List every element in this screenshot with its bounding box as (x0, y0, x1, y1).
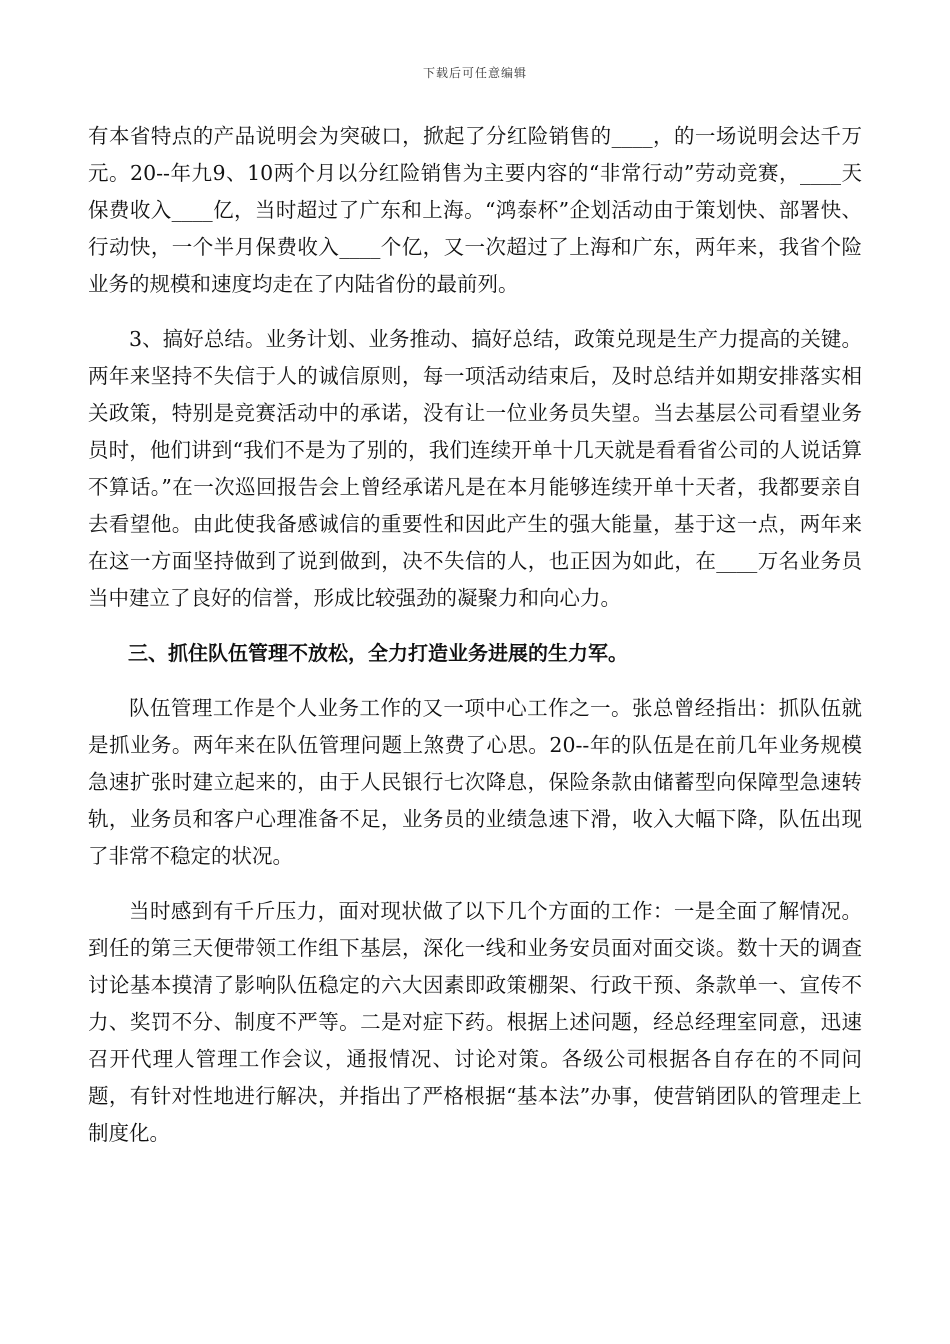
paragraph-actions: 当时感到有千斤压力，面对现状做了以下几个方面的工作：一是全面了解情况。到任的第三天便带领工作组下基层，深化一线和业务安员面对面交谈。数十天的调查讨论基本摸清了影响队伍稳定的六大因素即政策棚架、行政干预、条款单一、宣传不力、奖罚不分、制度不严等。二是对症下药。根据上述问题，经总经理室同意，迅速召开代理人管理工作会议，通报情况、讨论对策。各级公司根据各自存在的不同问题，有针对性地进行解决，并指出了严格根据“基本法”办事，使营销团队的管理走上制度化。 (88, 899, 862, 1145)
paragraph-continuation: 有本省特点的产品说明会为突破口，掀起了分红险销售的____，的一场说明会达千万元。20--年九9、10两个月以分红险销售为主要内容的“非常行动”劳动竞赛，____天保费收入____亿，当时超过了广东和上海。“鸿泰杯”企划活动由于策划快、部署快、行动快，一个半月保费收入____个亿，又一次超过了上海和广东，两年来，我省个险业务的规模和速度均走在了内陆省份的最前列。 (88, 124, 862, 296)
section-heading: 三、抓住队伍管理不放松，全力打造业务进展的生力军。 (128, 641, 628, 665)
paragraph-summary: 3、搞好总结。业务计划、业务推动、搞好总结，政策兑现是生产力提高的关键。两年来坚持不失信于人的诚信原则，每一项活动结束后，及时总结并如期安排落实相关政策，特别是竞赛活动中的承诺，没有让一位业务员失望。当去基层公司看望业务员时，他们讲到“我们不是为了别的，我们连续开单十几天就是看看省公司的人说话算不算话。”在一次巡回报告会上曾经承诺凡是在本月能够连续开单十天者，我都要亲自去看望他。由此使我备感诚信的重要性和因此产生的强大能量，基于这一点，两年来在这一方面坚持做到了说到做到，决不失信的人，也正因为如此，在____万名业务员当中建立了良好的信誉，形成比较强劲的凝聚力和向心力。 (88, 327, 862, 610)
page-header: 下载后可任意编辑 (422, 66, 527, 80)
document-body (88, 118, 862, 1170)
paragraph-team-management: 队伍管理工作是个人业务工作的又一项中心工作之一。张总曾经指出：抓队伍就是抓业务。两年来在队伍管理问题上煞费了心思。20--年的队伍是在前几年业务规模急速扩张时建立起来的，由于人民银行七次降息，保险条款由储蓄型向保障型急速转轨，业务员和客户心理准备不足，业务员的业绩急速下滑，收入大幅下降，队伍出现了非常不稳定的状况。 (88, 696, 862, 868)
